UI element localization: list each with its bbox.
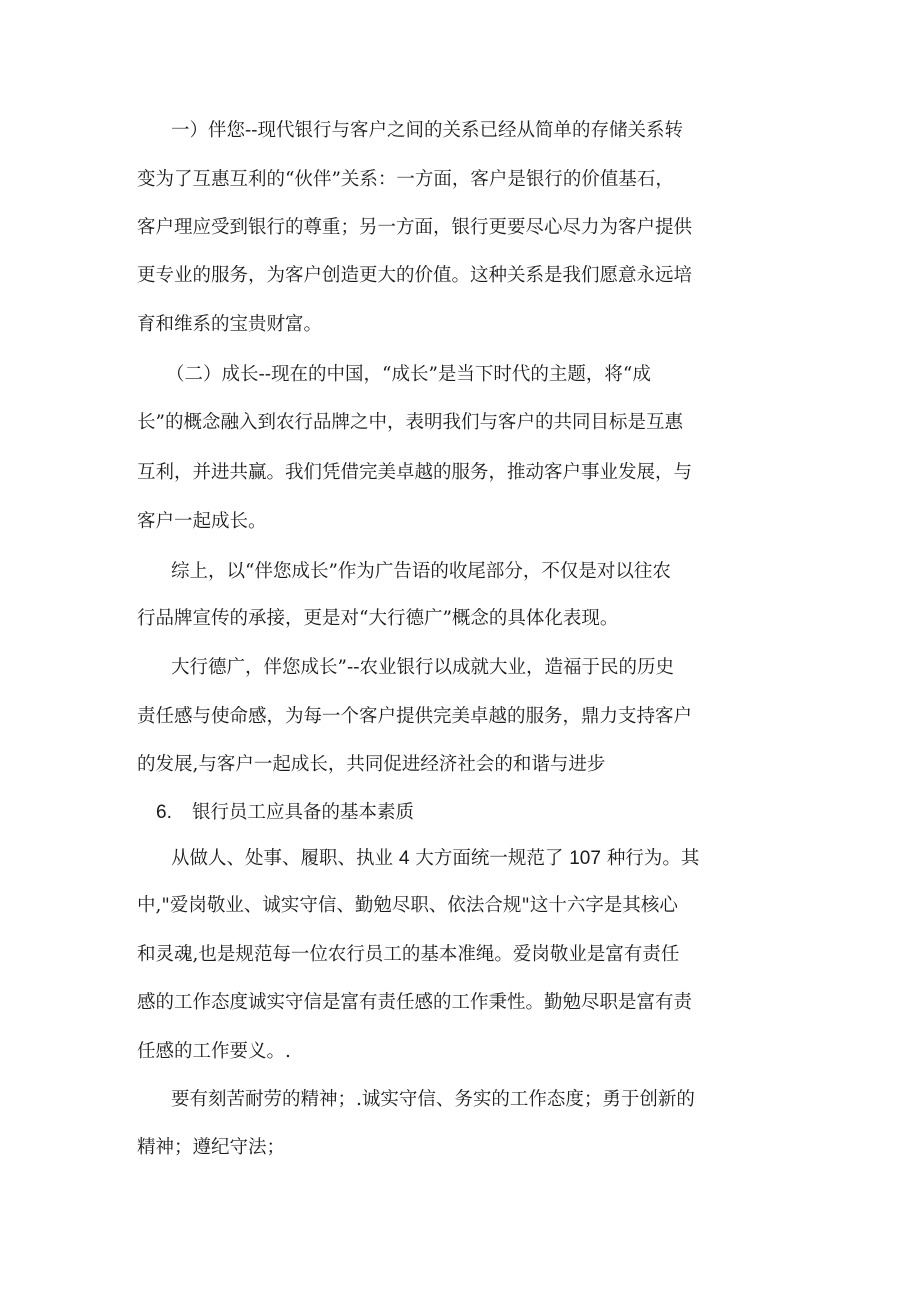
- text-line: 一）伴您--现代银行与客户之间的关系已经从简单的存储关系转: [171, 120, 684, 141]
- text-line: 任感的工作要义。.: [137, 1041, 291, 1062]
- text-line: 变为了互惠互利的“伙伴”关系：一方面，客户是银行的价值基石，: [137, 169, 674, 190]
- text-line: 的发展,与客户一起成长，共同促进经济社会的和谐与进步: [137, 754, 606, 775]
- text-line: 互利，并进共赢。我们凭借完美卓越的服务，推动客户事业发展，与: [137, 462, 693, 483]
- text-segment: 种行为。其: [600, 848, 700, 869]
- text-line: 要有刻苦耐劳的精神；.诚实守信、务实的工作态度；勇于创新的: [171, 1089, 695, 1110]
- text-line: 大行德广，伴您成长”--农业银行以成就大业，造福于民的历史: [171, 657, 674, 678]
- heading-title: 银行员工应具备的基本素质: [192, 802, 415, 823]
- text-line: 中,"爱岗敬业、诚实守信、勤勉尽职、依法合规"这十六字是其核心: [137, 895, 678, 916]
- text-line: 长”的概念融入到农行品牌之中，表明我们与客户的共同目标是互惠: [137, 412, 683, 433]
- text-line: 感的工作态度诚实守信是富有责任感的工作秉性。勤勉尽职是富有责: [137, 992, 693, 1013]
- text-line: 精神；遵纪守法；: [137, 1137, 286, 1158]
- text-line: 行品牌宣传的承接，更是对“大行德广”概念的具体化表现。: [137, 608, 619, 629]
- text-line: 更专业的服务，为客户创造更大的价值。这种关系是我们愿意永远培: [137, 265, 693, 286]
- text-line: 育和维系的宝贵财富。: [137, 314, 323, 335]
- text-line: [171, 847, 699, 871]
- text-line: 客户理应受到银行的尊重；另一方面，银行更要尽心尽力为客户提供: [137, 217, 693, 238]
- heading-number: 6.: [156, 802, 172, 823]
- text-segment: 从做人、处事、履职、执业: [171, 848, 399, 869]
- text-line: 客户一起成长。: [137, 511, 267, 532]
- text-line: 和灵魂,也是规范每一位农行员工的基本准绳。爱岗敬业是富有责任: [137, 944, 680, 965]
- text-line: 综上，以“伴您成长”作为广告语的收尾部分，不仅是对以往农: [171, 561, 671, 582]
- text-line: （二）成长--现在的中国，“成长”是当下时代的主题，将“成: [166, 364, 651, 385]
- number-four: 4: [398, 848, 410, 869]
- text-line: 责任感与使命感，为每一个客户提供完美卓越的服务，鼎力支持客户: [137, 706, 693, 727]
- text-segment: 大方面统一规范了: [409, 848, 570, 869]
- number-107: 107: [569, 848, 601, 869]
